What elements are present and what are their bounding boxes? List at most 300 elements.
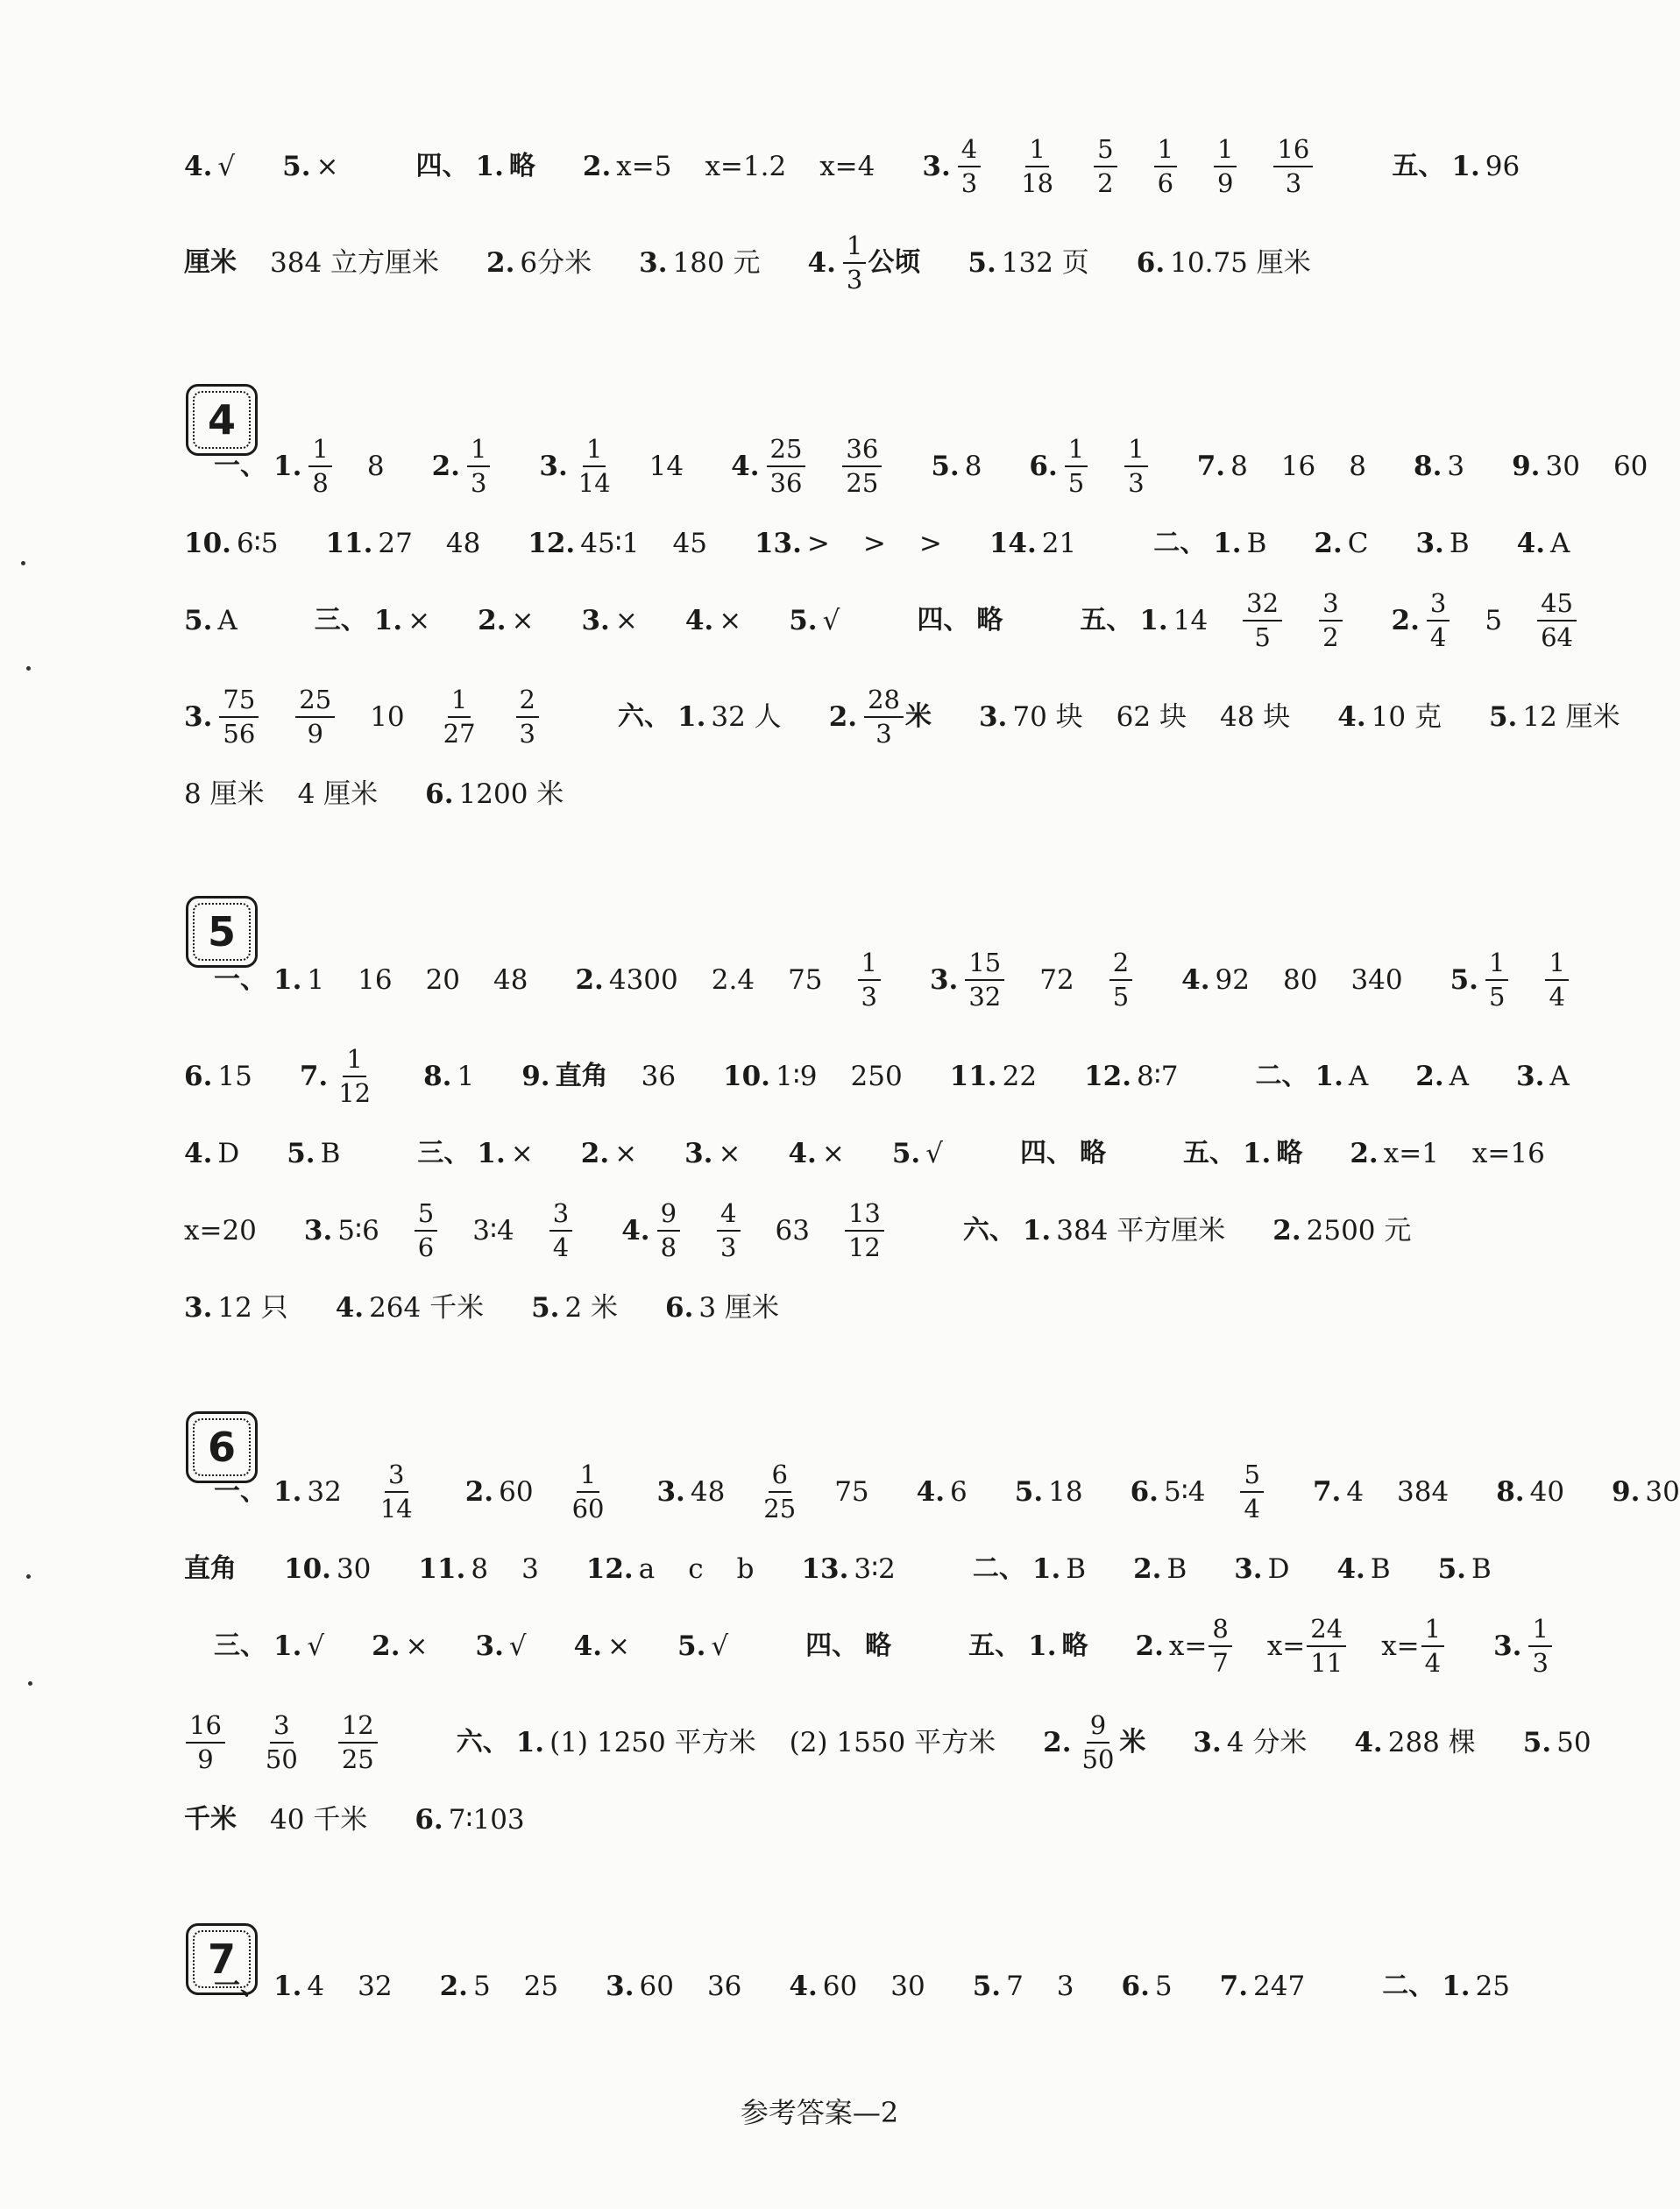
answer-item [528,527,707,559]
question-number: 4. [916,1475,946,1508]
answer-values [1475,1970,1511,2002]
answer-value: 8 [1349,450,1366,482]
answer-item [1136,246,1311,279]
answer-value: C [1347,527,1369,559]
answer-values [1347,527,1369,559]
answer-item [1450,948,1570,1012]
answer-values [1253,1970,1306,2002]
answer-value: 30 [1645,1475,1680,1508]
answer-item [304,1199,574,1263]
fraction [1545,948,1568,1012]
answer-values [217,604,237,636]
answer-values [775,1060,903,1092]
answer-item [184,1137,240,1169]
question-number: 6. [1029,450,1058,482]
answer-value: B [320,1137,341,1169]
answer-item [439,1970,559,2002]
answer-value: × [511,604,535,636]
section-label: 四、 [917,605,970,636]
answer-value: × [607,1630,630,1662]
answer-values [765,435,884,499]
answer-value [260,1711,303,1775]
answer-value: × [614,1137,638,1169]
question-number: 4. [1516,527,1546,559]
answer-value [841,231,920,295]
question-number: 1. [1442,1970,1471,2002]
fraction [575,435,614,499]
question-number: 5. [1450,963,1478,996]
answer-item [425,778,564,810]
answer-values [1041,527,1077,559]
answer-values [508,1630,527,1662]
answer-item [1020,1140,1106,1167]
fraction-denominator: 9 [197,1744,214,1774]
question-number: 14. [989,527,1037,559]
answer-item [801,1552,896,1585]
answer-value: A [1550,527,1570,559]
answer-values [925,1137,943,1169]
answer-value [1238,1460,1265,1524]
fraction-denominator: 9 [1217,168,1234,198]
answer-value: 8 厘米 [184,778,265,810]
answer-item [684,604,742,636]
answer-value: 3 [1447,450,1465,482]
answer-values [337,1199,574,1263]
answer-value: 4 [307,1970,325,2002]
answer-item [1392,589,1578,653]
fraction [1240,1460,1263,1524]
question-number: 3. [1193,1726,1222,1758]
fraction-numerator: 5 [1240,1460,1263,1493]
answer-value [843,1199,886,1263]
question-number: 5. [931,450,960,482]
question-number: 4. [184,150,213,182]
answer-value: 1200 米 [458,778,564,810]
unit-label: 公顷 [868,247,921,278]
question-number: 10. [284,1552,331,1585]
answer-value: 96 [1485,150,1521,182]
question-number: 4. [335,1291,365,1324]
answer-value: (1) 1250 平方米 [549,1726,756,1758]
section-label: 四、 [415,151,469,181]
answer-item [1014,1475,1083,1508]
answer-values [950,1475,968,1508]
fraction-numerator: 1 [343,1045,365,1077]
answer-value: 厘米 [184,247,237,278]
answer-item [1193,1726,1308,1758]
question-number: 8. [423,1060,452,1092]
question-number: 3. [606,1970,634,2002]
answer-item [972,1552,1087,1585]
answer-value: > [862,527,886,559]
question-number: 2. [1133,1552,1162,1585]
answer-values [1215,963,1403,996]
question-number: 1. [1242,1137,1272,1169]
answer-value: 千米 [184,1804,237,1835]
answer-value: × [718,1137,741,1169]
answer-value: > [806,527,830,559]
answer-item [1255,1060,1369,1092]
fraction [657,1199,680,1263]
answer-item [1337,700,1442,733]
fraction [845,1199,884,1263]
answer-value: 264 千米 [369,1291,485,1324]
question-number: 2. [1415,1060,1444,1092]
answer-value: B [1370,1552,1391,1585]
answer-value: 18 [1048,1475,1083,1508]
answer-value [1267,1615,1348,1679]
fraction-denominator: 3 [1128,468,1145,498]
answer-value: 7∶103 [448,1803,525,1836]
answer-value [840,435,883,499]
question-number: 1. [273,450,302,482]
answer-values [184,1711,379,1775]
answer-value: B [1246,527,1267,559]
answer-values [1166,1552,1187,1585]
answer-item [417,1137,534,1169]
answer-value: 16 [358,963,393,996]
answer-values [1061,1630,1088,1661]
fraction [1528,1615,1551,1679]
answer-item [1516,1060,1570,1092]
section-label: 四、 [805,1630,859,1661]
question-number: 3. [656,1475,685,1508]
question-number: 13. [754,527,802,559]
fraction-numerator: 1 [1421,1615,1444,1647]
question-number: 1. [1022,1214,1052,1247]
answer-values [607,1630,630,1662]
answer-value: 36 [641,1060,677,1092]
answer-item [456,1726,996,1758]
question-number: 2. [1272,1214,1301,1247]
question-number: 5. [891,1137,921,1169]
answer-value: 14 [1173,604,1209,636]
answer-values [718,1137,741,1169]
answer-values [307,1630,325,1662]
answer-value: B [1166,1552,1187,1585]
answer-item [618,700,782,733]
section-label: 一、 [214,1971,266,2001]
answer-values [964,450,982,482]
answer-value [856,948,883,1012]
fraction-denominator: 4 [1549,982,1565,1012]
section-label: 五、 [1182,1138,1236,1168]
question-number: 6. [1130,1475,1159,1508]
question-number: 8. [1414,450,1443,482]
answer-values [1485,150,1521,182]
answer-values [1164,1460,1265,1524]
answer-value: 直角 [184,1553,237,1584]
answer-value: 4300 [608,963,678,996]
question-number: 4. [184,1137,213,1169]
answer-values [307,1970,393,2002]
answer-item [1392,150,1521,182]
answer-item [1415,527,1470,559]
answer-values [1001,246,1089,279]
fraction-numerator: 24 [1307,1615,1346,1647]
fraction-numerator: 1 [467,435,490,467]
answer-item [184,527,279,559]
answer-value: 3∶4 [472,1214,514,1247]
question-number: 6. [665,1291,694,1324]
answer-item [1493,1615,1554,1679]
answer-values [616,150,875,182]
fraction-denominator: 4 [1429,622,1447,652]
fraction-numerator: 1 [448,685,471,718]
answer-values [1226,1726,1308,1758]
section-label: 六、 [962,1215,1016,1246]
section-label: 五、 [968,1630,1022,1661]
answer-value [1381,1615,1446,1679]
answer-value [1063,435,1089,499]
answer-item [314,604,431,636]
answer-value: 45∶1 [580,527,640,559]
question-number: 2. [1043,1726,1072,1758]
fraction-numerator: 32 [1243,589,1282,622]
answer-values [1012,700,1291,733]
answer-value: 15 [217,1060,252,1092]
fraction-numerator: 12 [338,1711,378,1744]
answer-values [821,1137,845,1169]
answer-value: A [1348,1060,1369,1092]
answer-values [1154,1970,1173,2002]
question-number: 13. [801,1552,849,1585]
answer-value: x=1 [1383,1137,1439,1169]
question-number: 12. [1084,1060,1131,1092]
answer-value: 3∶2 [854,1552,896,1585]
answer-values [307,963,528,996]
fraction-denominator: 14 [379,1494,413,1524]
answer-values [1549,1060,1570,1092]
fraction-numerator: 45 [1537,589,1577,622]
answer-values [1170,246,1311,279]
answer-value: 6∶5 [236,527,279,559]
answer-value: 略 [976,605,1003,636]
question-number: 4. [807,246,836,279]
fraction-numerator: 1 [577,1460,599,1493]
answer-item [805,1630,892,1661]
answer-value: × [821,1137,845,1169]
fraction-numerator: 1 [1545,948,1568,981]
fraction-denominator: 5 [1112,982,1130,1012]
answer-item [282,150,339,182]
answer-values [672,246,761,279]
question-number: 5. [184,604,213,636]
answer-item [184,246,440,279]
answer-values [184,1553,237,1584]
question-number: 4. [1337,700,1366,733]
answer-values [638,1552,755,1585]
question-number: 2. [575,963,604,996]
answer-values [1080,1140,1106,1167]
answer-values [1529,1475,1565,1508]
answer-item [978,700,1291,733]
fraction-numerator: 36 [842,435,882,467]
answer-item [989,527,1077,559]
fraction-denominator: 27 [443,719,476,749]
answer-values [1522,700,1620,733]
answer-values [639,1970,742,2002]
answer-value: 10 [370,700,405,733]
question-number: 2. [1135,1630,1164,1662]
answer-value: 2500 元 [1306,1214,1412,1247]
answer-value: 8∶7 [1137,1060,1179,1092]
question-number: 5. [789,604,818,636]
fraction [440,685,479,749]
fraction [1485,948,1508,1012]
answer-values [580,527,707,559]
answer-value [1535,589,1578,653]
answer-values [1449,1060,1470,1092]
answer-item [581,604,638,636]
answer-values [1006,1970,1074,2002]
fraction-numerator: 15 [965,948,1004,981]
fraction [1421,1615,1444,1679]
fraction [842,435,882,499]
answer-line [184,1934,1511,2039]
answer-values [1471,1552,1492,1585]
answer-item [418,1552,539,1585]
answer-item [521,1060,677,1092]
answer-item [1043,1711,1145,1775]
fraction-denominator: 8 [312,468,329,498]
question-number: 1. [515,1726,545,1758]
fraction-denominator: 60 [571,1494,605,1524]
answer-values [1066,1552,1087,1585]
question-number: 3. [539,450,568,482]
fraction [843,231,866,295]
question-number: 6. [415,1803,443,1836]
answer-value [294,685,337,749]
answer-item [1414,450,1465,482]
answer-values [1173,589,1344,653]
answer-value: × [719,604,742,636]
section-label: 二、 [972,1553,1025,1584]
answer-value: 5 [1154,1970,1173,2002]
fraction [1017,135,1057,199]
question-number: 1. [1139,604,1168,636]
question-number: 11. [418,1552,466,1585]
answer-value [1484,948,1510,1012]
answer-value: (2) 1550 平方米 [789,1726,996,1758]
answer-values [691,1460,869,1524]
fraction-numerator: 16 [186,1711,225,1744]
answer-values [1550,527,1570,559]
answer-item [465,1460,610,1524]
answer-item [684,1137,741,1169]
section-label: 二、 [1153,528,1207,558]
fraction-denominator: 3 [861,982,877,1012]
question-number: 4. [573,1630,603,1662]
answer-value: 10 克 [1371,700,1442,733]
fraction-denominator: 3 [720,1232,737,1262]
section-number-badge: 5 [186,896,258,968]
answer-values [841,231,920,295]
fraction [958,135,981,199]
answer-item [962,1214,1226,1247]
answer-value: √ [925,1137,943,1169]
answer-value: 3 [521,1552,539,1585]
answer-item [184,1711,379,1775]
answer-item [754,527,942,559]
answer-value: 384 立方厘米 [270,246,440,279]
answer-item [184,685,541,749]
answer-value: 36 [706,1970,742,2002]
answer-value: 340 [1350,963,1403,996]
answer-item [931,450,982,482]
fraction-denominator: 50 [1081,1744,1115,1774]
answer-values [1556,1726,1591,1758]
fraction-numerator: 2 [1109,948,1132,981]
answer-item [415,1803,525,1836]
answer-item [1131,1460,1265,1524]
question-number: 2. [1314,527,1343,559]
answer-value [217,685,260,749]
answer-value: 63 [775,1214,810,1247]
answer-value: 32 [358,1970,393,2002]
answer-values [555,1060,677,1092]
answer-value: 250 [850,1060,903,1092]
answer-value: 12 厘米 [1522,700,1620,733]
fraction-numerator: 8 [1209,1615,1231,1647]
answer-values [564,1291,619,1324]
answer-value: 32 [307,1475,342,1508]
answer-value: 21 [1041,527,1077,559]
section-label: 二、 [1382,1971,1435,2001]
answer-value: 60 [499,1475,534,1508]
question-number: 3. [184,1291,213,1324]
answer-values [822,1970,925,2002]
answer-item [1354,1726,1476,1758]
fraction-numerator: 1 [1025,135,1048,167]
answer-value: 5∶6 [337,1214,379,1247]
answer-item [1272,1214,1412,1247]
answer-value: A [1549,1060,1570,1092]
fraction-numerator: 1 [858,948,881,981]
question-number: 2. [439,1970,468,2002]
fraction-denominator: 3 [961,168,978,198]
fraction-denominator: 3 [1532,1648,1549,1678]
answer-value: 略 [1061,1630,1088,1661]
answer-value: A [217,604,237,636]
answer-values [1230,450,1366,482]
answer-value [307,435,333,499]
answer-item [575,948,883,1012]
answer-values [698,1291,779,1324]
answer-value: √ [711,1630,729,1662]
section-label: 一、 [214,964,266,995]
fraction-numerator: 3 [549,1199,572,1232]
answer-values [719,604,742,636]
answer-value [573,435,616,499]
answer-item [372,1630,429,1662]
answer-values [1169,1615,1446,1679]
fraction-denominator: 3 [875,719,892,749]
fraction [569,1460,608,1524]
answer-value: 20 [425,963,461,996]
answer-values [609,948,883,1012]
answer-line [184,1767,1499,1872]
answer-value: 288 棵 [1387,1726,1476,1758]
question-number: 9. [1512,450,1541,482]
question-number: 3. [1493,1630,1522,1662]
answer-item [415,150,535,182]
section-label: 五、 [1080,605,1133,636]
answer-value: 30 [1545,450,1580,482]
fraction [549,1199,572,1263]
section-number-badge: 6 [186,1411,258,1483]
question-number: 2. [372,1630,401,1662]
